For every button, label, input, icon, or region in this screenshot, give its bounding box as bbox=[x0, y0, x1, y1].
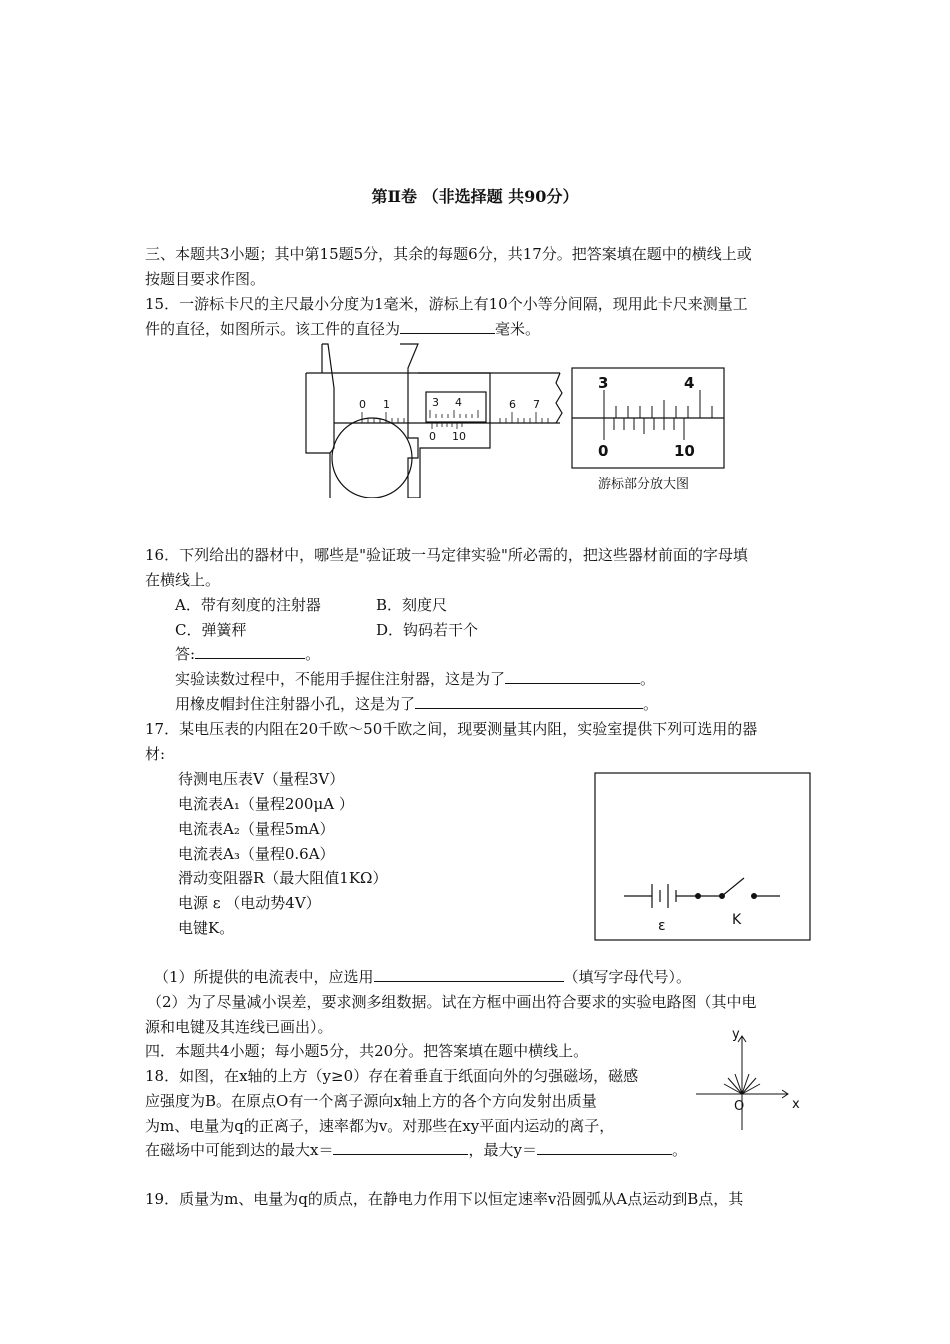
q16-reason2-text: 用橡皮帽封住注射器小孔，这是为了 bbox=[175, 695, 416, 713]
zoom-vernier-label-0: 0 bbox=[598, 442, 609, 460]
q18-maxy-blank[interactable] bbox=[537, 1140, 672, 1155]
main-scale-label-0: 0 bbox=[359, 398, 366, 411]
q17-sub1-blank[interactable] bbox=[374, 967, 564, 982]
q15-text-line2 bbox=[145, 318, 540, 339]
zoom-vernier-label-10: 10 bbox=[674, 442, 695, 460]
q18-line2: 应强度为B。在原点O有一个离子源向x轴上方的各个方向发射出质量 bbox=[145, 1092, 597, 1110]
main-scale-label-4: 4 bbox=[455, 396, 462, 409]
main-scale-label-6: 6 bbox=[509, 398, 516, 411]
q18-maxx-text: 在磁场中可能到达的最大x＝ bbox=[145, 1141, 334, 1159]
q16-reason1-text: 实验读数过程中，不能用手握住注射器，这是为了 bbox=[175, 670, 506, 688]
q18-end: 。 bbox=[671, 1141, 687, 1159]
vernier-label-10: 10 bbox=[452, 430, 466, 443]
q17-sub2-line2: 源和电键及其连线已画出）。 bbox=[145, 1018, 333, 1036]
q18-line4 bbox=[145, 1139, 687, 1160]
q16-reason-line2 bbox=[175, 693, 658, 714]
main-scale-label-1: 1 bbox=[383, 398, 390, 411]
q16-answer-end: 。 bbox=[305, 645, 321, 663]
q18-line3: 为m、电量为q的正离子，速率都为v。对那些在xy平面内运动的离子， bbox=[145, 1117, 615, 1135]
q17-item-source: 电源 ε （电动势4V） bbox=[178, 894, 321, 912]
q16-reason-line1 bbox=[175, 668, 655, 689]
part4-intro: 四．本题共4小题；每小题5分，共20分。把答案填在题中横线上。 bbox=[145, 1042, 589, 1060]
q16-option-a: A．带有刻度的注射器 bbox=[175, 596, 321, 614]
emf-label: ε bbox=[658, 918, 666, 934]
caliper-figure bbox=[300, 338, 730, 498]
q17-item-ammeter-a2: 电流表A₂（量程5mA） bbox=[178, 820, 335, 838]
q17-sub1-end: （填写字母代号）。 bbox=[563, 968, 692, 986]
q16-answer-line bbox=[175, 643, 320, 664]
q17-sub2-line1: （2）为了尽量减小误差，要求测多组数据。试在方框中画出符合要求的实验电路图（其中电 bbox=[147, 993, 757, 1011]
q15-text-part-b: 毫米。 bbox=[495, 320, 541, 338]
q16-reason1-end: 。 bbox=[640, 670, 656, 688]
origin-label: O bbox=[734, 1099, 745, 1114]
q16-option-c: C．弹簧秤 bbox=[175, 621, 247, 639]
q17-text-line1: 17．某电压表的内阻在20千欧～50千欧之间，现要测量其内阻，实验室提供下列可选用的器 bbox=[145, 720, 758, 738]
zoom-main-label-4: 4 bbox=[684, 374, 695, 392]
key-label: K bbox=[732, 912, 742, 928]
q18-maxx-blank[interactable] bbox=[333, 1140, 468, 1155]
q15-text-part-a: 件的直径，如图所示。该工件的直径为 bbox=[145, 320, 401, 338]
axis-x-label: x bbox=[792, 1097, 800, 1112]
section-title: 第Ⅱ卷 （非选择题 共90分） bbox=[371, 187, 579, 206]
q18-line1: 18．如图，在x轴的上方（y≥0）存在着垂直于纸面向外的匀强磁场，磁感 bbox=[145, 1067, 639, 1085]
q19-line1: 19．质量为m、电量为q的质点，在静电力作用下以恒定速率v沿圆弧从A点运动到B点，其 bbox=[145, 1190, 744, 1208]
q16-text-line2: 在横线上。 bbox=[145, 571, 221, 589]
main-scale-label-3: 3 bbox=[432, 396, 439, 409]
zoom-main-label-3: 3 bbox=[598, 374, 609, 392]
q17-item-rheostat: 滑动变阻器R（最大阻值1KΩ） bbox=[178, 869, 388, 887]
q17-text-line2: 材: bbox=[145, 745, 166, 763]
q16-reason2-end: 。 bbox=[643, 695, 659, 713]
q16-reason2-blank[interactable] bbox=[415, 694, 643, 709]
q17-sub1-text: （1）所提供的电流表中，应选用 bbox=[154, 968, 374, 986]
q15-text-line1: 15．一游标卡尺的主尺最小分度为1毫米，游标上有10个小等分间隔，现用此卡尺来测量工 bbox=[145, 295, 748, 313]
q16-option-d: D．钩码若干个 bbox=[376, 621, 479, 639]
axis-y-label: y bbox=[732, 1027, 740, 1042]
q16-reason1-blank[interactable] bbox=[505, 669, 640, 684]
q18-maxy-text: ，最大y＝ bbox=[468, 1141, 537, 1159]
zoom-caption: 游标部分放大图 bbox=[598, 477, 690, 492]
q18-axes-figure bbox=[690, 1024, 810, 1134]
q16-option-b: B．刻度尺 bbox=[376, 596, 448, 614]
q15-answer-blank[interactable] bbox=[400, 319, 495, 334]
q17-item-key: 电键K。 bbox=[178, 919, 235, 937]
main-scale-label-7: 7 bbox=[533, 398, 540, 411]
q17-item-voltmeter: 待测电压表V（量程3V） bbox=[178, 770, 345, 788]
q17-item-ammeter-a1: 电流表A₁（量程200μA ） bbox=[178, 795, 354, 813]
part3-intro-line1: 三、本题共3小题；其中第15题5分，其余的每题6分，共17分。把答案填在题中的横线上或 bbox=[145, 245, 752, 263]
q17-item-ammeter-a3: 电流表A₃（量程0.6A） bbox=[178, 845, 335, 863]
circuit-answer-box[interactable] bbox=[594, 772, 812, 942]
vernier-label-0: 0 bbox=[429, 430, 436, 443]
q17-sub1 bbox=[154, 966, 691, 987]
part3-intro-line2: 按题目要求作图。 bbox=[145, 270, 266, 288]
q16-text-line1: 16．下列给出的器材中，哪些是"验证玻一马定律实验"所必需的，把这些器材前面的字母填 bbox=[145, 546, 748, 564]
q16-answer-blank[interactable] bbox=[195, 644, 305, 659]
q16-answer-label: 答: bbox=[175, 645, 196, 663]
